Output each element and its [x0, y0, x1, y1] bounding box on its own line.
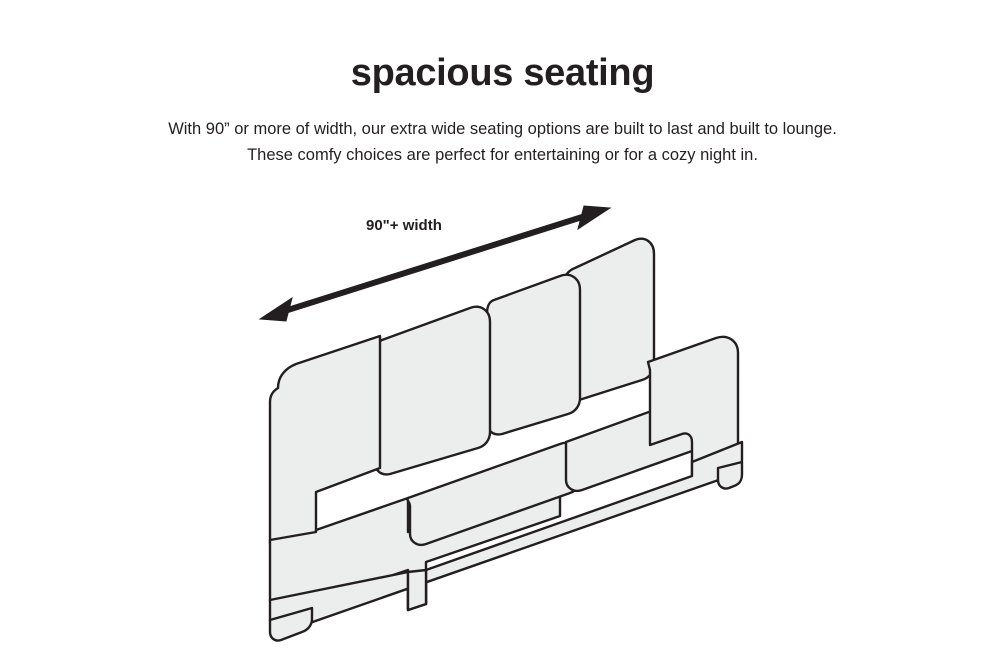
width-dimension-label: 90"+ width: [366, 217, 442, 234]
sofa-front-edge: [408, 570, 426, 610]
subcopy-line-2: These comfy choices are perfect for entertaining or for a cozy night in.: [247, 146, 758, 164]
sofa-illustration: [230, 180, 790, 650]
sofa-foot-right: [718, 462, 742, 489]
sofa-svg: [230, 180, 790, 650]
subcopy-line-1: With 90” or more of width, our extra wide seating options are built to last and built to lounge.: [168, 120, 837, 138]
sofa-outline: [270, 239, 742, 641]
sofa-back-cushion-left: [375, 307, 490, 475]
subcopy: [50, 116, 955, 168]
sofa-back-cushion-middle: [487, 275, 580, 435]
page-title: spacious seating: [350, 52, 655, 94]
